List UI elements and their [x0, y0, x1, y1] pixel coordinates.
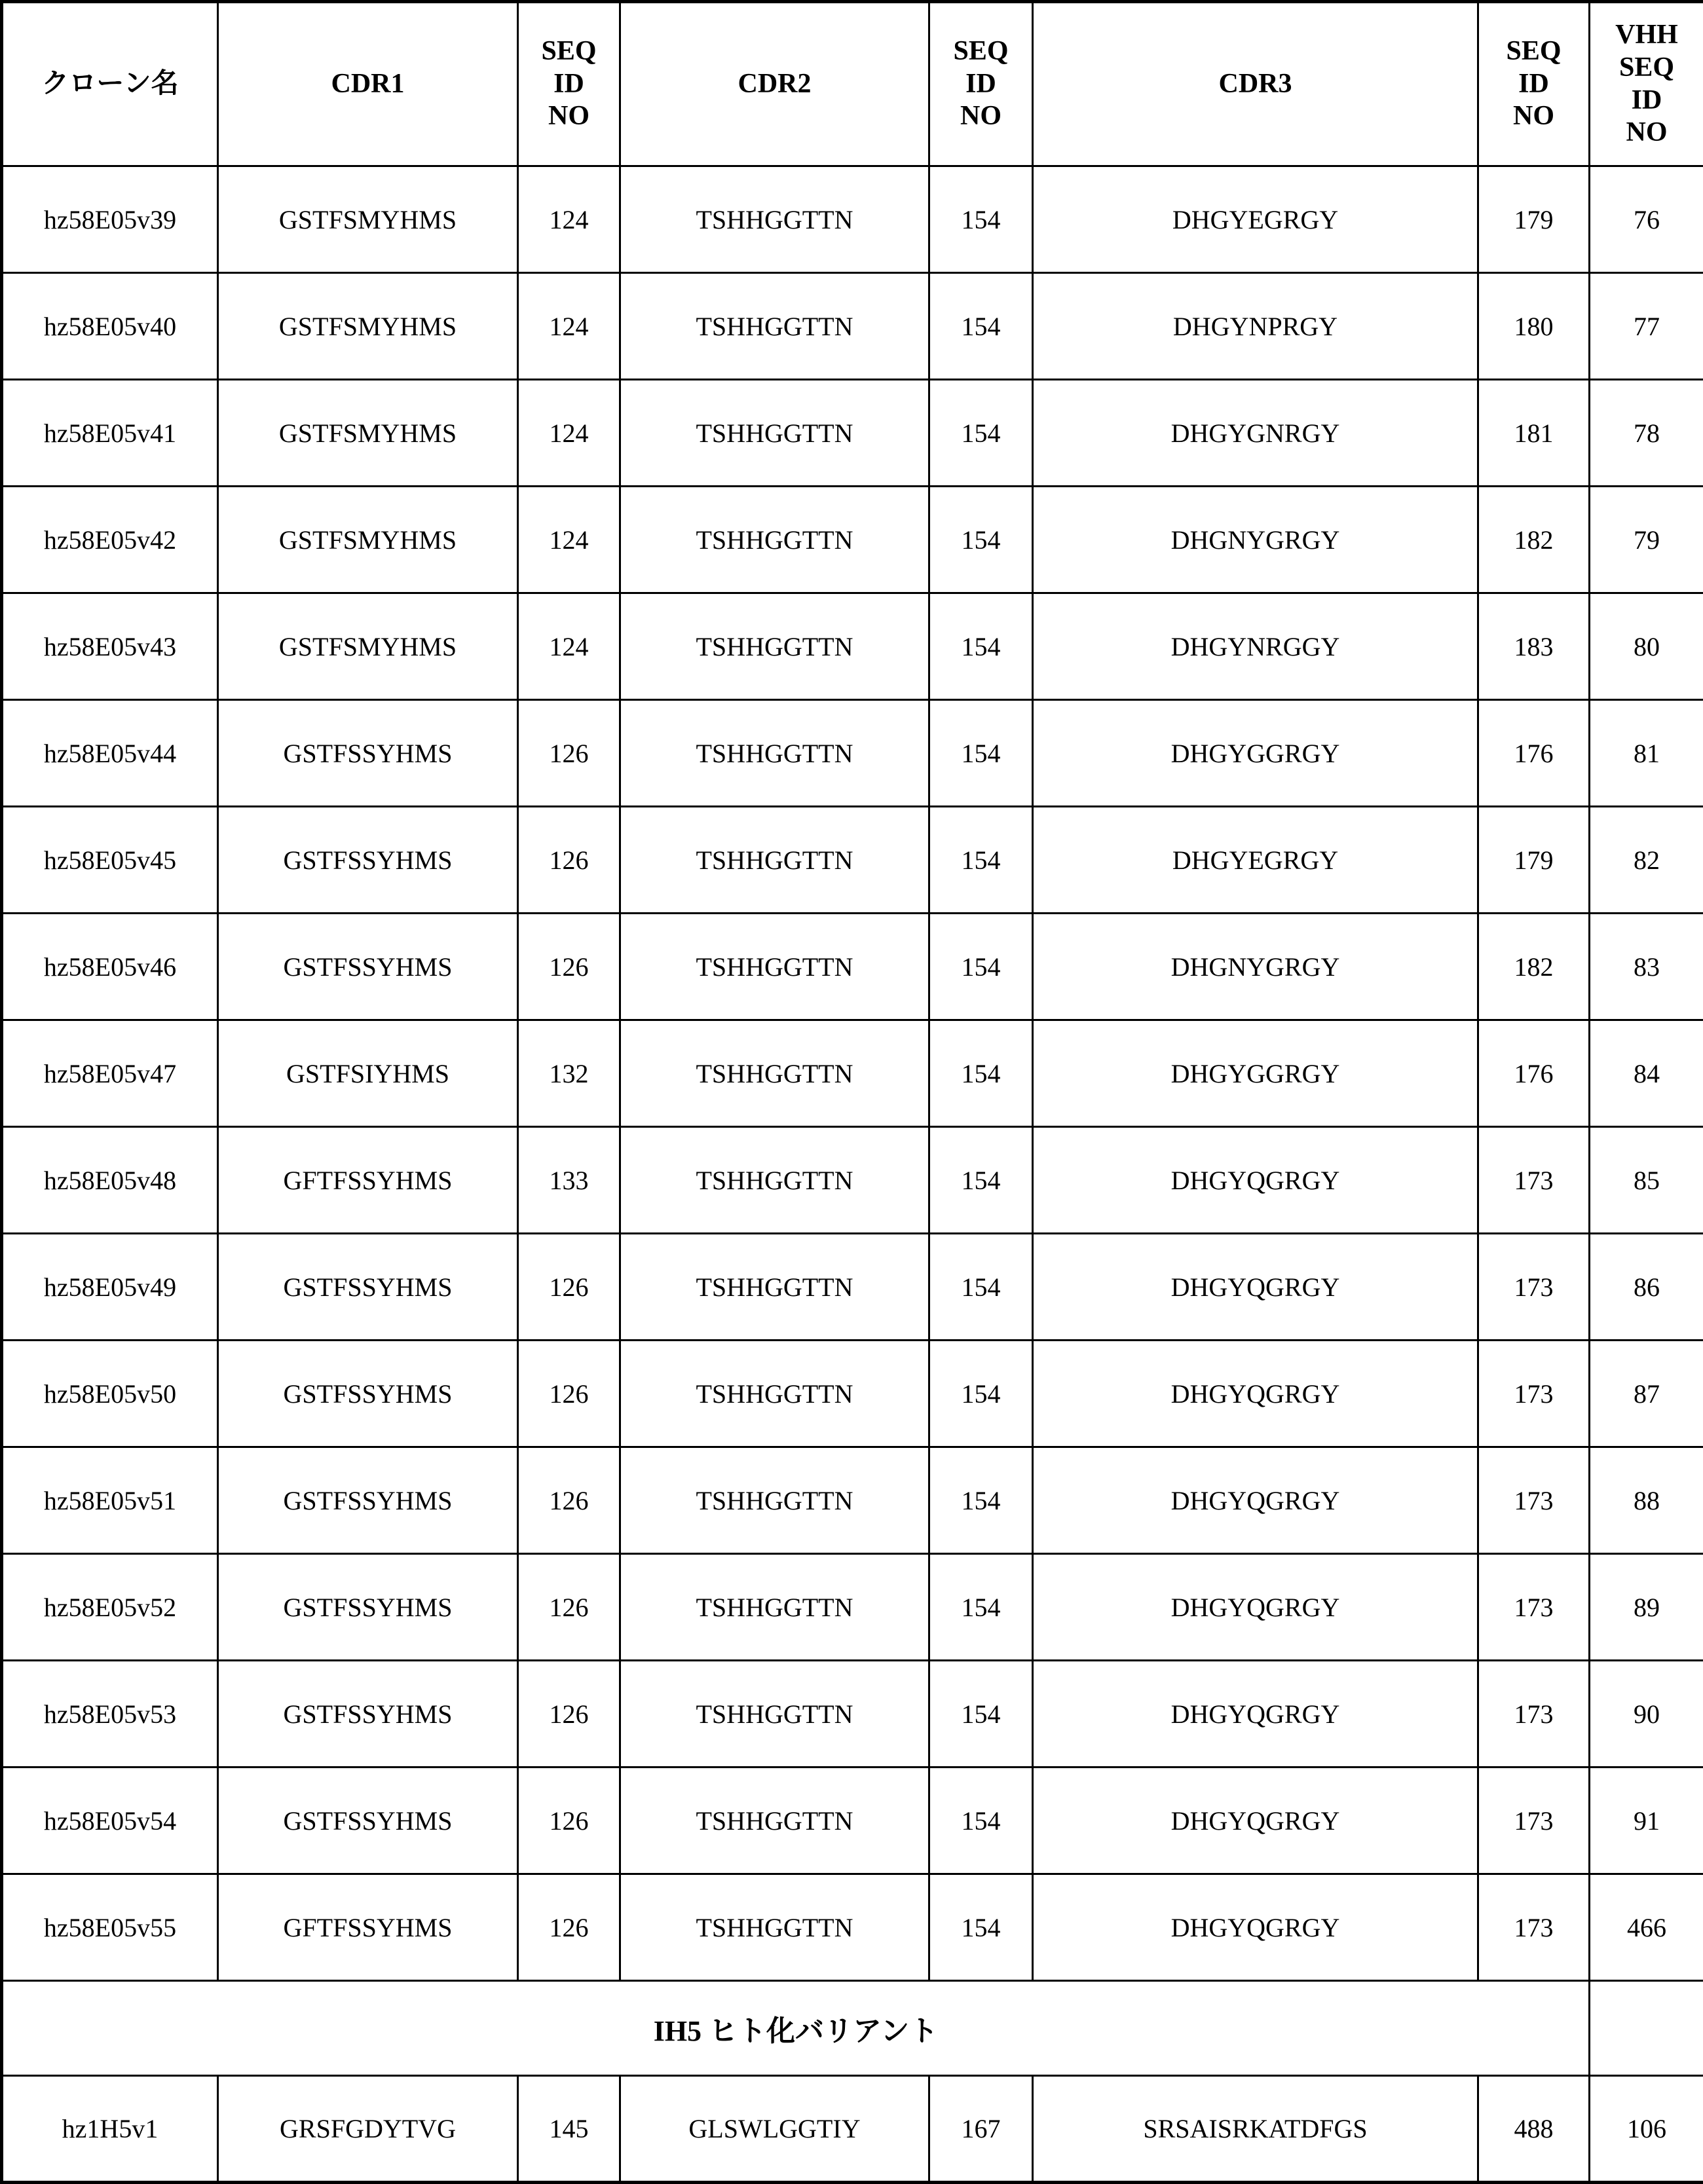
cdr2-seq-cell: 154 [929, 1768, 1033, 1874]
cdr3-seq-cell: 176 [1478, 700, 1590, 807]
cdr3-cell: DHGYGGRGY [1033, 700, 1478, 807]
vhh-seq-cell: 87 [1590, 1341, 1703, 1447]
cdr2-cell: TSHHGGTTN [620, 1661, 929, 1768]
cdr1-seq-cell: 126 [518, 1447, 620, 1554]
table-row [2, 700, 1703, 807]
cdr2-seq-cell: 154 [929, 380, 1033, 487]
cdr3-cell: DHGYQGRGY [1033, 1661, 1478, 1768]
cdr3-seq-cell: 176 [1478, 1020, 1590, 1127]
cdr1-cell: GFTFSSYHMS [218, 1127, 518, 1234]
cdr3-seq-cell: 173 [1478, 1447, 1590, 1554]
column-header-cdr3-seq: SEQ ID NO [1478, 2, 1590, 166]
cdr2-cell: TSHHGGTTN [620, 1341, 929, 1447]
vhh-seq-cell: 82 [1590, 807, 1703, 914]
cdr2-cell: TSHHGGTTN [620, 593, 929, 700]
column-header-cdr1-seq: SEQ ID NO [518, 2, 620, 166]
section-empty-cell [1590, 1981, 1703, 2076]
vhh-seq-cell: 78 [1590, 380, 1703, 487]
header-row [2, 2, 1703, 166]
cdr2-cell: TSHHGGTTN [620, 166, 929, 273]
clone-cell: hz58E05v45 [2, 807, 218, 914]
column-header-cdr3: CDR3 [1033, 2, 1478, 166]
cdr3-cell: DHGYQGRGY [1033, 1341, 1478, 1447]
cdr3-seq-cell: 180 [1478, 273, 1590, 380]
vhh-seq-cell: 88 [1590, 1447, 1703, 1554]
cdr2-cell: TSHHGGTTN [620, 1234, 929, 1341]
cdr1-cell: GSTFSSYHMS [218, 1341, 518, 1447]
cdr2-cell: TSHHGGTTN [620, 1127, 929, 1234]
cdr3-seq-cell: 173 [1478, 1661, 1590, 1768]
cdr2-cell: TSHHGGTTN [620, 1020, 929, 1127]
cdr2-cell: TSHHGGTTN [620, 1768, 929, 1874]
table-row [2, 1234, 1703, 1341]
cdr3-seq-cell: 182 [1478, 914, 1590, 1020]
table-row [2, 2076, 1703, 2183]
column-header-clone: クローン名 [2, 2, 218, 166]
cdr2-cell: GLSWLGGTIY [620, 2076, 929, 2183]
cdr2-seq-cell: 154 [929, 1234, 1033, 1341]
clone-cell: hz58E05v49 [2, 1234, 218, 1341]
vhh-seq-cell: 76 [1590, 166, 1703, 273]
table-row [2, 380, 1703, 487]
vhh-seq-cell: 77 [1590, 273, 1703, 380]
cdr3-cell: DHGNYGRGY [1033, 487, 1478, 593]
cdr3-cell: DHGYNRGGY [1033, 593, 1478, 700]
cdr3-seq-cell: 173 [1478, 1874, 1590, 1981]
clone-cell: hz58E05v48 [2, 1127, 218, 1234]
section-row [2, 1981, 1703, 2076]
cdr1-seq-cell: 126 [518, 807, 620, 914]
vhh-seq-cell: 89 [1590, 1554, 1703, 1661]
table-header [2, 2, 1703, 166]
column-header-cdr2-seq: SEQ ID NO [929, 2, 1033, 166]
cdr1-seq-cell: 126 [518, 1234, 620, 1341]
cdr2-cell: TSHHGGTTN [620, 380, 929, 487]
cdr3-cell: DHGYQGRGY [1033, 1768, 1478, 1874]
table-row [2, 1874, 1703, 1981]
cdr2-seq-cell: 154 [929, 1127, 1033, 1234]
section-header: IH5 ヒト化バリアント [2, 1981, 1590, 2076]
cdr2-seq-cell: 154 [929, 700, 1033, 807]
vhh-seq-cell: 84 [1590, 1020, 1703, 1127]
clone-cell: hz58E05v46 [2, 914, 218, 1020]
cdr1-seq-cell: 126 [518, 1874, 620, 1981]
table-row [2, 1020, 1703, 1127]
cdr1-cell: GSTFSMYHMS [218, 166, 518, 273]
clone-cell: hz58E05v41 [2, 380, 218, 487]
table-row [2, 1661, 1703, 1768]
cdr1-cell: GFTFSSYHMS [218, 1874, 518, 1981]
vhh-seq-cell: 83 [1590, 914, 1703, 1020]
clone-cell: hz58E05v42 [2, 487, 218, 593]
cdr1-seq-cell: 124 [518, 380, 620, 487]
cdr3-cell: DHGYGGRGY [1033, 1020, 1478, 1127]
cdr1-cell: GSTFSSYHMS [218, 1234, 518, 1341]
cdr3-cell: DHGYQGRGY [1033, 1874, 1478, 1981]
cdr2-seq-cell: 154 [929, 1874, 1033, 1981]
cdr2-seq-cell: 154 [929, 1341, 1033, 1447]
clone-cell: hz58E05v43 [2, 593, 218, 700]
cdr3-cell: DHGYEGRGY [1033, 807, 1478, 914]
cdr3-cell: DHGYQGRGY [1033, 1447, 1478, 1554]
cdr3-cell: DHGYQGRGY [1033, 1234, 1478, 1341]
table-row [2, 166, 1703, 273]
vhh-seq-cell: 86 [1590, 1234, 1703, 1341]
cdr2-seq-cell: 154 [929, 166, 1033, 273]
clone-cell: hz58E05v50 [2, 1341, 218, 1447]
cdr3-seq-cell: 173 [1478, 1554, 1590, 1661]
cdr1-cell: GSTFSSYHMS [218, 1447, 518, 1554]
cdr1-cell: GSTFSSYHMS [218, 1661, 518, 1768]
cdr3-seq-cell: 173 [1478, 1768, 1590, 1874]
cdr2-cell: TSHHGGTTN [620, 914, 929, 1020]
vhh-seq-cell: 90 [1590, 1661, 1703, 1768]
cdr3-cell: DHGYGNRGY [1033, 380, 1478, 487]
cdr2-seq-cell: 154 [929, 914, 1033, 1020]
vhh-seq-cell: 85 [1590, 1127, 1703, 1234]
cdr1-seq-cell: 133 [518, 1127, 620, 1234]
vhh-seq-cell: 466 [1590, 1874, 1703, 1981]
cdr2-cell: TSHHGGTTN [620, 807, 929, 914]
cdr3-seq-cell: 173 [1478, 1341, 1590, 1447]
cdr3-seq-cell: 179 [1478, 166, 1590, 273]
cdr1-seq-cell: 126 [518, 700, 620, 807]
cdr3-cell: SRSAISRKATDFGS [1033, 2076, 1478, 2183]
cdr1-cell: GSTFSMYHMS [218, 380, 518, 487]
clone-cell: hz58E05v44 [2, 700, 218, 807]
cdr3-cell: DHGYNPRGY [1033, 273, 1478, 380]
cdr1-seq-cell: 126 [518, 1341, 620, 1447]
clone-cell: hz58E05v47 [2, 1020, 218, 1127]
cdr1-seq-cell: 126 [518, 914, 620, 1020]
table-row [2, 914, 1703, 1020]
clone-cell: hz58E05v54 [2, 1768, 218, 1874]
cdr3-seq-cell: 181 [1478, 380, 1590, 487]
cdr2-seq-cell: 154 [929, 273, 1033, 380]
vhh-seq-cell: 91 [1590, 1768, 1703, 1874]
vhh-seq-cell: 106 [1590, 2076, 1703, 2183]
cdr1-seq-cell: 126 [518, 1661, 620, 1768]
cdr3-cell: DHGNYGRGY [1033, 914, 1478, 1020]
cdr2-seq-cell: 167 [929, 2076, 1033, 2183]
cdr1-seq-cell: 124 [518, 487, 620, 593]
vhh-seq-cell: 81 [1590, 700, 1703, 807]
cdr2-seq-cell: 154 [929, 1661, 1033, 1768]
table-row [2, 807, 1703, 914]
clone-cell: hz58E05v51 [2, 1447, 218, 1554]
cdr1-cell: GSTFSSYHMS [218, 1554, 518, 1661]
table-row [2, 273, 1703, 380]
cdr1-cell: GSTFSMYHMS [218, 593, 518, 700]
cdr3-cell: DHGYQGRGY [1033, 1554, 1478, 1661]
clone-cell: hz58E05v52 [2, 1554, 218, 1661]
table-row [2, 1447, 1703, 1554]
cdr2-seq-cell: 154 [929, 1020, 1033, 1127]
cdr1-cell: GSTFSSYHMS [218, 1768, 518, 1874]
column-header-cdr1: CDR1 [218, 2, 518, 166]
cdr1-seq-cell: 132 [518, 1020, 620, 1127]
cdr1-cell: GSTFSSYHMS [218, 700, 518, 807]
table-row [2, 1554, 1703, 1661]
cdr1-seq-cell: 124 [518, 593, 620, 700]
cdr1-cell: GSTFSIYHMS [218, 1020, 518, 1127]
cdr1-cell: GSTFSMYHMS [218, 273, 518, 380]
cdr3-seq-cell: 488 [1478, 2076, 1590, 2183]
cdr3-seq-cell: 183 [1478, 593, 1590, 700]
cdr3-seq-cell: 179 [1478, 807, 1590, 914]
cdr1-cell: GSTFSSYHMS [218, 807, 518, 914]
clone-cell: hz58E05v55 [2, 1874, 218, 1981]
cdr2-seq-cell: 154 [929, 807, 1033, 914]
column-header-cdr2: CDR2 [620, 2, 929, 166]
cdr1-cell: GSTFSMYHMS [218, 487, 518, 593]
vhh-seq-cell: 80 [1590, 593, 1703, 700]
cdr1-seq-cell: 124 [518, 273, 620, 380]
cdr2-seq-cell: 154 [929, 593, 1033, 700]
cdr1-seq-cell: 126 [518, 1554, 620, 1661]
cdr1-cell: GRSFGDYTVG [218, 2076, 518, 2183]
table-row [2, 593, 1703, 700]
cdr2-cell: TSHHGGTTN [620, 487, 929, 593]
table-row [2, 1127, 1703, 1234]
cdr3-cell: DHGYQGRGY [1033, 1127, 1478, 1234]
clone-cell: hz58E05v40 [2, 273, 218, 380]
cdr2-cell: TSHHGGTTN [620, 1554, 929, 1661]
cdr2-seq-cell: 154 [929, 487, 1033, 593]
table-body [2, 166, 1703, 2183]
cdr2-cell: TSHHGGTTN [620, 700, 929, 807]
cdr3-seq-cell: 173 [1478, 1234, 1590, 1341]
cdr1-seq-cell: 145 [518, 2076, 620, 2183]
vhh-seq-cell: 79 [1590, 487, 1703, 593]
cdr2-cell: TSHHGGTTN [620, 1874, 929, 1981]
table-row [2, 1768, 1703, 1874]
clone-cell: hz1H5v1 [2, 2076, 218, 2183]
clone-cell: hz58E05v53 [2, 1661, 218, 1768]
cdr3-seq-cell: 173 [1478, 1127, 1590, 1234]
cdr3-seq-cell: 182 [1478, 487, 1590, 593]
cdr2-cell: TSHHGGTTN [620, 1447, 929, 1554]
cdr3-cell: DHGYEGRGY [1033, 166, 1478, 273]
cdr1-cell: GSTFSSYHMS [218, 914, 518, 1020]
clone-cell: hz58E05v39 [2, 166, 218, 273]
cdr1-seq-cell: 126 [518, 1768, 620, 1874]
table-row [2, 1341, 1703, 1447]
cdr2-seq-cell: 154 [929, 1447, 1033, 1554]
column-header-vhh-seq: VHH SEQ ID NO [1590, 2, 1703, 166]
cdr2-seq-cell: 154 [929, 1554, 1033, 1661]
table-row [2, 487, 1703, 593]
cdr2-cell: TSHHGGTTN [620, 273, 929, 380]
cdr1-seq-cell: 124 [518, 166, 620, 273]
